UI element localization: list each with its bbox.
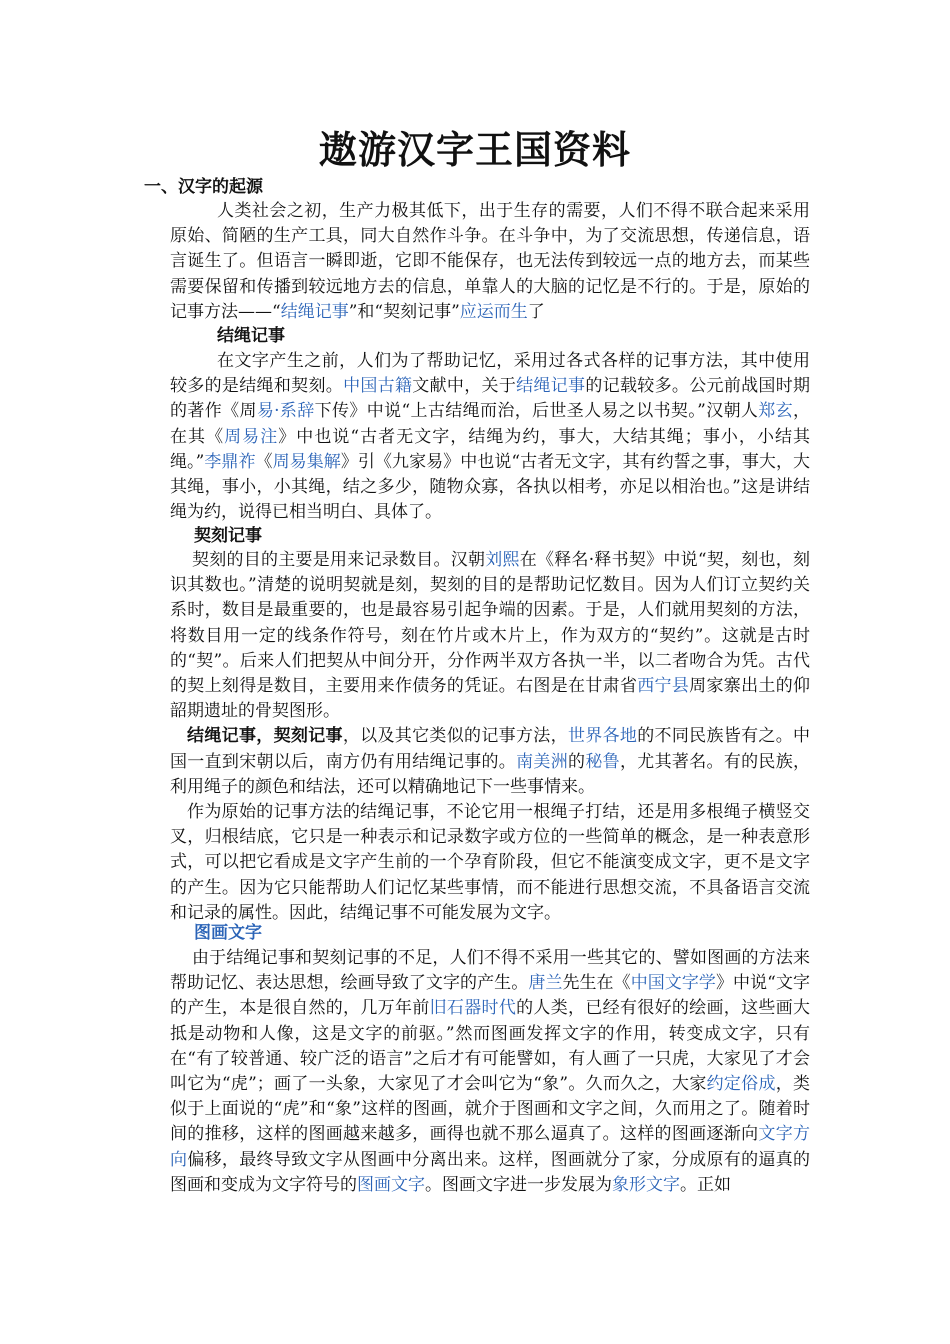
text-hyperlink[interactable]: 世界各地 (567, 726, 638, 747)
text-hyperlink[interactable]: 图画文字 (357, 1174, 425, 1195)
paragraph-worldwide (170, 724, 810, 800)
text-hyperlink[interactable]: 结绳记事 (280, 301, 349, 322)
text-hyperlink[interactable]: 李鼎祚 (204, 451, 256, 472)
text-run: 》中也说“古者无文字，结绳为约，事大，大结其绳；事小，小结其绳。” (170, 426, 811, 472)
text-run: 。正如 (680, 1174, 731, 1195)
text-run: ”和“契刻记事” (348, 301, 460, 322)
paragraph-carving-block (170, 548, 810, 926)
text-hyperlink[interactable]: 旧石器时代 (429, 998, 517, 1019)
section-heading-origin: 一、汉字的起源 (144, 177, 263, 197)
text-run: 的人类，已经有很好的绘画，这些画大抵是动物和人像，这是文字的前驱。”然而图画发挥文字的作用，转变成文字，只有在“有了较普通、较广泛的语言”之后才有可能譬如，有人画了一只虎，大家见了才会叫它为“虎”；画了一头象，大家见了才会叫它为“象”。久而久之，大家 (170, 998, 811, 1095)
text-run: ，在其《 (170, 401, 811, 447)
text-hyperlink[interactable]: 周易集解 (272, 451, 341, 472)
text-run: 的不同民族皆有之。中国一直到宋朝以后，南方仍有用结绳记事的。 (170, 726, 811, 772)
subheading-picture-writing: 图画文字 (194, 923, 262, 943)
text-run: 下传》中说“上古结绳而治，后世圣人易之以书契。”汉朝人 (314, 401, 759, 422)
paragraph-knot-not-writing (170, 800, 810, 926)
paragraph-intro-block (170, 199, 810, 325)
text-run: 的 (568, 751, 586, 772)
text-hyperlink[interactable]: 秘鲁 (585, 751, 620, 772)
text-run: 文献中，关于 (412, 376, 517, 397)
document-title: 遨游汉字王国资料 (318, 128, 631, 172)
text-run: 由于结绳记事和契刻记事的不足，人们不得不采用一些其它的、譬如图画的方法来帮助记忆、表达思想，绘画导致了文字的产生。 (170, 948, 810, 994)
text-hyperlink[interactable]: 中国文字学 (630, 973, 716, 994)
bold-text-run: 结绳记事，契刻记事 (187, 726, 343, 747)
text-hyperlink[interactable]: 应运而生 (459, 301, 528, 322)
text-run: 了 (527, 301, 545, 322)
text-run: 》中说“文字的产生，本是很自然的，几万年前 (170, 973, 811, 1019)
text-hyperlink[interactable]: 象形文字 (612, 1174, 680, 1195)
text-run: 》引《九家易》中也说“古者无文字，其有约誓之事，事大，大其绳，事小，小其绳，结之多少，随物众寡，各执以相考，亦足以相治也。”这是讲结绳为约，说得已相当明白、具体了。 (170, 451, 811, 523)
subheading-knot-records: 结绳记事 (217, 326, 285, 346)
text-run: 《 (255, 451, 273, 472)
text-run: ，以及其它类似的记事方法， (342, 726, 568, 747)
paragraph-knot-records (170, 349, 810, 525)
text-hyperlink[interactable]: 周易注 (224, 426, 279, 447)
text-run: ，尤其著名。有的民族，利用绳子的颜色和结法，还可以精确地记下一些事情来。 (170, 751, 811, 797)
text-run: 周家寨出土的仰韶期遗址的骨契图形。 (170, 676, 811, 722)
text-hyperlink[interactable]: 西宁县 (637, 676, 690, 697)
text-run: 在《释名·释书契》中说“契，刻也，刻识其数也。”清楚的说明契就是刻，契刻的目的是帮助记忆数目。因为人们订立契约关系时，数目是最重要的，也是最容易引起争端的因素。于是，人们就用契刻的方法，将数目用一定的线条作符号，刻在竹片或木片上，作为双方的“契约”。这就是古时的“契”。后来人们把契从中间分开，分作两半双方各执一半，以二者吻合为凭。古代的契上刻得是数目，主要用来作债务的凭证。右图是在甘肃省 (170, 550, 810, 697)
text-hyperlink[interactable]: 结绳记事 (516, 376, 586, 397)
text-hyperlink[interactable]: 约定俗成 (706, 1074, 776, 1095)
text-run: 人类社会之初，生产力极其低下，出于生存的需要，人们不得不联合起来采用原始、简陋的生产工具，同大自然作斗争。在斗争中，为了交流思想，传递信息，语言诞生了。但语言一瞬即逝，它即不能保存，也无法传到较远一点的地方去，而某些需要保留和传播到较远地方去的信息，单靠人的大脑的记忆是不行的。于是，原始的记事方法——“ (170, 201, 810, 322)
text-run: 的记载较多。公元前战国时期的著作《周 (170, 376, 811, 422)
text-run: ，类似于上面说的“虎”和“象”这样的图画，就介于图画和文字之间，久而用之了。随着时间的推移，这样的图画越来越多，画得也就不那么逼真了。这样的图画逐渐向 (170, 1074, 811, 1145)
text-run: 偏移，最终导致文字从图画中分离出来。这样，图画就分了家，分成原有的逼真的图画和变成为文字符号的 (170, 1149, 811, 1195)
paragraph-picture-writing (170, 946, 810, 1198)
text-run: 先生在《 (562, 973, 631, 994)
text-run: 。图画文字进一步发展为 (425, 1174, 612, 1195)
text-hyperlink[interactable]: 刘熙 (485, 550, 520, 570)
text-hyperlink[interactable]: 中国古籍 (343, 376, 413, 397)
paragraph-knot-block (170, 349, 810, 525)
paragraph-picture-block (170, 946, 810, 1198)
text-hyperlink[interactable]: 唐兰 (528, 973, 563, 994)
text-hyperlink[interactable]: 南美洲 (516, 751, 569, 772)
paragraph-carving-records (170, 548, 810, 724)
text-run: 作为原始的记事方法的结绳记事，不论它用一根绳子打结，还是用多根绳子横竖交叉，归根结底，它只是一种表示和记录数字或方位的一些简单的概念，是一种表意形式，可以把它看成是文字产生前的一个孕育阶段，但它不能演变成文字，更不是文字的产生。因为它只能帮助人们记忆某些事情，而不能进行思想交流，不具备语言交流和记录的属性。因此，结绳记事不可能发展为文字。 (170, 802, 810, 923)
text-hyperlink[interactable]: 文字方向 (170, 1124, 811, 1170)
text-hyperlink[interactable]: 易·系辞 (256, 401, 315, 422)
paragraph-intro (170, 199, 810, 325)
text-hyperlink[interactable]: 郑玄 (758, 401, 794, 422)
text-run: 在文字产生之前，人们为了帮助记忆，采用过各式各样的记事方法，其中使用较多的是结绳和契刻。 (170, 351, 810, 397)
text-run: 契刻的目的主要是用来记录数目。汉朝 (192, 550, 486, 570)
subheading-carving-records: 契刻记事 (194, 526, 262, 546)
